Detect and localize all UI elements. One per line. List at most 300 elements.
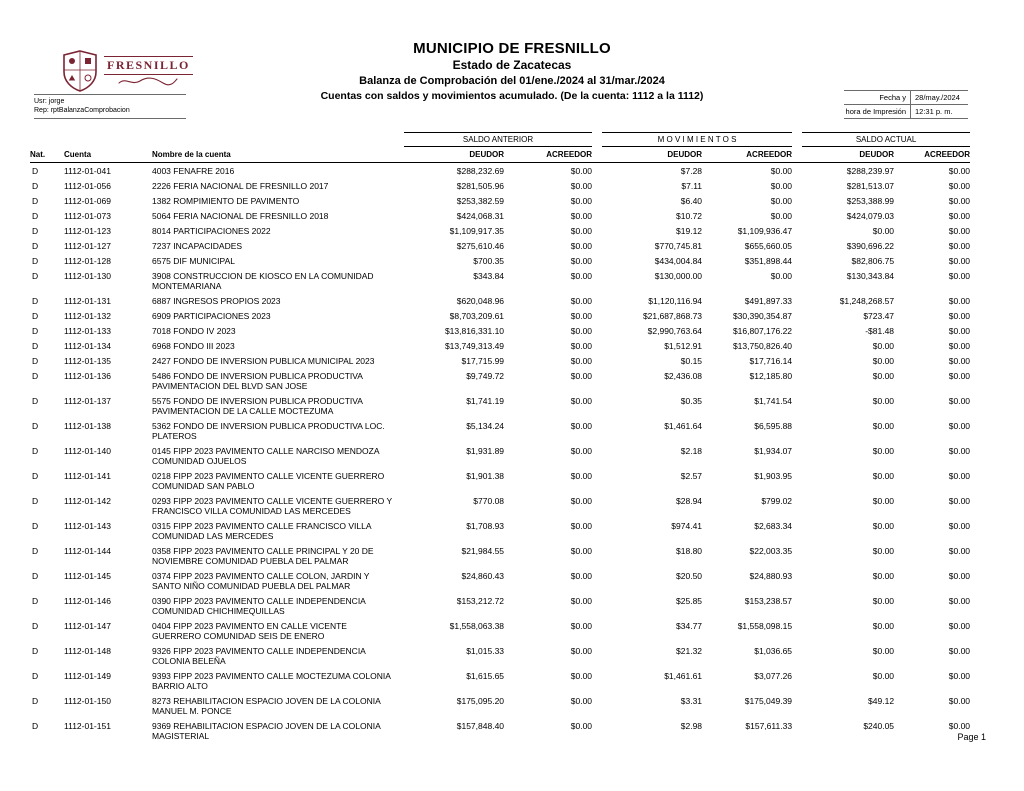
cell-saldo-anterior-deudor: $275,610.46 xyxy=(456,240,505,251)
cell-saldo-actual-deudor: $0.00 xyxy=(872,545,895,556)
cell-movimientos-acreedor: $799.02 xyxy=(761,495,793,506)
group-header-row xyxy=(30,133,970,147)
cell-movimientos-acreedor: $157,611.33 xyxy=(745,720,793,731)
cell-movimientos-deudor: $28.94 xyxy=(676,495,703,506)
cell-saldo-anterior-acreedor: $0.00 xyxy=(570,470,593,481)
cell-nombre: 6909 PARTICIPACIONES 2023 xyxy=(152,310,271,321)
report-scope: Cuentas con saldos y movimientos acumulado. (De la cuenta: 1112 a la 1112) xyxy=(320,90,704,102)
cell-saldo-actual-acreedor: $0.00 xyxy=(948,180,971,191)
table-row xyxy=(30,618,970,643)
cell-cuenta: 1112-01-073 xyxy=(64,210,111,221)
column-gap xyxy=(792,293,802,308)
cell-movimientos-acreedor: $13,750,826.40 xyxy=(732,340,793,351)
column-gap xyxy=(592,418,602,443)
cell-saldo-anterior-acreedor: $0.00 xyxy=(570,720,593,731)
column-gap xyxy=(792,718,802,743)
cell-saldo-anterior-acreedor: $0.00 xyxy=(570,520,593,531)
time-label: hora de Impresión xyxy=(845,107,906,116)
column-gap xyxy=(792,308,802,323)
cell-movimientos-acreedor: $351,898.44 xyxy=(744,255,793,266)
cell-cuenta: 1112-01-141 xyxy=(64,470,111,481)
column-gap xyxy=(792,418,802,443)
column-gap xyxy=(592,293,602,308)
cell-cuenta: 1112-01-138 xyxy=(64,420,111,431)
cell-saldo-anterior-deudor: $13,749,313.49 xyxy=(444,340,505,351)
table-row xyxy=(30,163,970,179)
cell-saldo-anterior-acreedor: $0.00 xyxy=(570,445,593,456)
cell-movimientos-acreedor: $24,880.93 xyxy=(749,570,793,581)
cell-nat: D xyxy=(32,270,39,281)
cell-saldo-actual-acreedor: $0.00 xyxy=(948,395,971,406)
cell-saldo-actual-deudor: $723.47 xyxy=(863,310,895,321)
table-row xyxy=(30,668,970,693)
cell-nombre: 6887 INGRESOS PROPIOS 2023 xyxy=(152,295,281,306)
column-gap xyxy=(792,568,802,593)
column-gap xyxy=(592,238,602,253)
column-gap xyxy=(592,468,602,493)
cell-saldo-actual-acreedor: $0.00 xyxy=(948,470,971,481)
table-row xyxy=(30,518,970,543)
column-gap xyxy=(592,178,602,193)
column-gap xyxy=(792,253,802,268)
cell-movimientos-deudor: $1,461.61 xyxy=(664,670,703,681)
cell-saldo-anterior-acreedor: $0.00 xyxy=(570,240,593,251)
col-movimientos-acreedor: ACREEDOR xyxy=(702,147,792,163)
column-gap xyxy=(592,518,602,543)
column-gap xyxy=(592,593,602,618)
table-row xyxy=(30,268,970,293)
cell-nat: D xyxy=(32,720,39,731)
cell-nat: D xyxy=(32,355,39,366)
table-row xyxy=(30,543,970,568)
column-gap xyxy=(592,693,602,718)
group-saldo-anterior: SALDO ANTERIOR xyxy=(404,133,592,147)
cell-nombre: 2226 FERIA NACIONAL DE FRESNILLO 2017 xyxy=(152,180,329,191)
cell-saldo-anterior-deudor: $1,901.38 xyxy=(466,470,505,481)
column-gap xyxy=(592,223,602,238)
report-id-label: Rep: rptBalanzaComprobacion xyxy=(34,107,130,114)
cell-saldo-actual-deudor: $0.00 xyxy=(872,370,895,381)
column-gap xyxy=(792,223,802,238)
cell-saldo-anterior-deudor: $1,109,917.35 xyxy=(449,225,505,236)
column-gap xyxy=(792,593,802,618)
table-row xyxy=(30,568,970,593)
cell-movimientos-acreedor: $3,077.26 xyxy=(754,670,793,681)
cell-saldo-actual-acreedor: $0.00 xyxy=(948,645,971,656)
cell-saldo-actual-deudor: $390,696.22 xyxy=(846,240,895,251)
cell-movimientos-acreedor: $1,903.95 xyxy=(754,470,793,481)
column-gap xyxy=(592,668,602,693)
cell-saldo-actual-deudor: $0.00 xyxy=(872,225,895,236)
cell-saldo-actual-deudor: $49.12 xyxy=(868,695,895,706)
cell-cuenta: 1112-01-056 xyxy=(64,180,111,191)
cell-nat: D xyxy=(32,495,39,506)
cell-movimientos-deudor: $21,687,868.73 xyxy=(642,310,703,321)
column-gap xyxy=(792,368,802,393)
user-label: Usr: jorge xyxy=(34,98,65,105)
group-saldo-actual: SALDO ACTUAL xyxy=(802,133,970,147)
cell-nat: D xyxy=(32,545,39,556)
column-gap xyxy=(792,643,802,668)
cell-saldo-actual-acreedor: $0.00 xyxy=(948,370,971,381)
cell-saldo-anterior-deudor: $1,708.93 xyxy=(466,520,505,531)
cell-saldo-actual-acreedor: $0.00 xyxy=(948,255,971,266)
state-subtitle: Estado de Zacatecas xyxy=(452,58,572,72)
cell-saldo-anterior-deudor: $8,703,209.61 xyxy=(449,310,505,321)
cell-saldo-anterior-acreedor: $0.00 xyxy=(570,495,593,506)
cell-movimientos-acreedor: $22,003.35 xyxy=(749,545,793,556)
cell-saldo-anterior-deudor: $1,931.89 xyxy=(466,445,505,456)
cell-movimientos-acreedor: $1,741.54 xyxy=(754,395,793,406)
cell-saldo-actual-acreedor: $0.00 xyxy=(948,545,971,556)
cell-saldo-anterior-acreedor: $0.00 xyxy=(570,370,593,381)
cell-saldo-actual-deudor: $0.00 xyxy=(872,620,895,631)
cell-nat: D xyxy=(32,595,39,606)
column-gap xyxy=(592,133,602,147)
cell-nat: D xyxy=(32,225,39,236)
cell-movimientos-acreedor: $30,390,354.87 xyxy=(732,310,793,321)
table-row xyxy=(30,238,970,253)
cell-saldo-actual-deudor: $0.00 xyxy=(872,570,895,581)
column-gap xyxy=(792,208,802,223)
cell-nombre: 7237 INCAPACIDADES xyxy=(152,240,243,251)
cell-movimientos-deudor: $2.18 xyxy=(680,445,703,456)
cell-movimientos-deudor: $20.50 xyxy=(676,570,703,581)
cell-nat: D xyxy=(32,520,39,531)
col-saldo-anterior-acreedor: ACREEDOR xyxy=(504,147,592,163)
cell-saldo-anterior-deudor: $343.84 xyxy=(473,270,505,281)
cell-movimientos-deudor: $2.57 xyxy=(680,470,703,481)
cell-nombre: 5362 FONDO DE INVERSION PUBLICA PRODUCTIVA LOC. PLATEROS xyxy=(152,420,385,441)
col-movimientos-deudor: DEUDOR xyxy=(602,147,702,163)
cell-saldo-actual-acreedor: $0.00 xyxy=(948,695,971,706)
cell-saldo-actual-deudor: $253,388.99 xyxy=(846,195,895,206)
column-gap xyxy=(592,253,602,268)
cell-saldo-anterior-acreedor: $0.00 xyxy=(570,695,593,706)
cell-cuenta: 1112-01-146 xyxy=(64,595,111,606)
report-header xyxy=(0,0,1024,132)
cell-saldo-anterior-acreedor: $0.00 xyxy=(570,325,593,336)
cell-movimientos-deudor: $10.72 xyxy=(676,210,703,221)
cell-movimientos-deudor: $770,745.81 xyxy=(654,240,703,251)
cell-nat: D xyxy=(32,445,39,456)
cell-cuenta: 1112-01-133 xyxy=(64,325,111,336)
cell-nombre: 7018 FONDO IV 2023 xyxy=(152,325,236,336)
cell-saldo-anterior-deudor: $21,984.55 xyxy=(461,545,505,556)
cell-nat: D xyxy=(32,470,39,481)
cell-saldo-actual-acreedor: $0.00 xyxy=(948,340,971,351)
column-gap xyxy=(592,443,602,468)
cell-movimientos-acreedor: $0.00 xyxy=(770,165,793,176)
cell-saldo-anterior-acreedor: $0.00 xyxy=(570,295,593,306)
table-row xyxy=(30,443,970,468)
cell-nat: D xyxy=(32,310,39,321)
cell-cuenta: 1112-01-135 xyxy=(64,355,111,366)
cell-saldo-anterior-acreedor: $0.00 xyxy=(570,670,593,681)
cell-nat: D xyxy=(32,340,39,351)
column-gap xyxy=(792,693,802,718)
cell-movimientos-deudor: $130,000.00 xyxy=(654,270,703,281)
cell-movimientos-acreedor: $12,185.80 xyxy=(749,370,793,381)
cell-nombre: 3908 CONSTRUCCION DE KIOSCO EN LA COMUNIDAD MONTEMARIANA xyxy=(152,270,374,291)
cell-nombre: 0293 FIPP 2023 PAVIMENTO CALLE VICENTE GUERRERO Y FRANCISCO VILLA COMUNIDAD LAS MERCEDES xyxy=(152,495,392,516)
cell-nat: D xyxy=(32,295,39,306)
cell-movimientos-acreedor: $491,897.33 xyxy=(744,295,793,306)
column-gap xyxy=(592,338,602,353)
cell-nat: D xyxy=(32,370,39,381)
cell-nat: D xyxy=(32,645,39,656)
date-label: Fecha y xyxy=(844,91,910,105)
column-gap xyxy=(792,323,802,338)
column-gap xyxy=(792,147,802,163)
time-value: 12:31 p. m. xyxy=(910,105,968,118)
table-row xyxy=(30,593,970,618)
cell-movimientos-deudor: $1,120,116.94 xyxy=(648,295,703,306)
cell-nat: D xyxy=(32,165,39,176)
cell-saldo-anterior-deudor: $770.08 xyxy=(473,495,505,506)
cell-saldo-actual-deudor: $0.00 xyxy=(872,355,895,366)
cell-saldo-actual-deudor: $0.00 xyxy=(872,420,895,431)
column-gap xyxy=(792,443,802,468)
cell-saldo-anterior-deudor: $17,715.99 xyxy=(461,355,505,366)
cell-movimientos-deudor: $19.12 xyxy=(676,225,703,236)
table-row xyxy=(30,393,970,418)
cell-saldo-actual-deudor: $1,248,268.57 xyxy=(839,295,895,306)
cell-saldo-actual-acreedor: $0.00 xyxy=(948,270,971,281)
cell-nombre: 8014 PARTICIPACIONES 2022 xyxy=(152,225,271,236)
cell-cuenta: 1112-01-123 xyxy=(64,225,111,236)
table-row xyxy=(30,178,970,193)
cell-cuenta: 1112-01-143 xyxy=(64,520,111,531)
cell-cuenta: 1112-01-142 xyxy=(64,495,111,506)
col-cuenta: Cuenta xyxy=(64,147,152,163)
cell-nombre: 0374 FIPP 2023 PAVIMENTO CALLE COLON, JARDIN Y SANTO NIÑO COMUNIDAD PUEBLA DEL PALMAR xyxy=(152,570,370,591)
cell-saldo-anterior-deudor: $253,382.59 xyxy=(456,195,505,206)
cell-saldo-anterior-acreedor: $0.00 xyxy=(570,165,593,176)
column-gap xyxy=(792,193,802,208)
cell-movimientos-acreedor: $16,807,176.22 xyxy=(732,325,793,336)
cell-cuenta: 1112-01-147 xyxy=(64,620,111,631)
cell-saldo-anterior-acreedor: $0.00 xyxy=(570,595,593,606)
cell-movimientos-deudor: $25.85 xyxy=(676,595,703,606)
cell-saldo-actual-deudor: $130,343.84 xyxy=(846,270,895,281)
cell-cuenta: 1112-01-144 xyxy=(64,545,111,556)
col-saldo-anterior-deudor: DEUDOR xyxy=(404,147,504,163)
table-row xyxy=(30,223,970,238)
cell-saldo-actual-deudor: $281,513.07 xyxy=(846,180,895,191)
col-nat: Nat. xyxy=(30,147,64,163)
column-gap xyxy=(592,163,602,179)
cell-saldo-actual-acreedor: $0.00 xyxy=(948,420,971,431)
cell-saldo-anterior-deudor: $620,048.96 xyxy=(456,295,505,306)
table-row xyxy=(30,718,970,743)
table-row xyxy=(30,468,970,493)
cell-saldo-actual-deudor: $0.00 xyxy=(872,395,895,406)
cell-saldo-actual-deudor: $0.00 xyxy=(872,645,895,656)
cell-nombre: 4003 FENAFRE 2016 xyxy=(152,165,235,176)
cell-saldo-actual-acreedor: $0.00 xyxy=(948,195,971,206)
column-gap xyxy=(592,147,602,163)
column-gap xyxy=(792,493,802,518)
column-gap xyxy=(792,543,802,568)
cell-nombre: 0390 FIPP 2023 PAVIMENTO CALLE INDEPENDENCIA COMUNIDAD CHICHIMEQUILLAS xyxy=(152,595,366,616)
table-row xyxy=(30,418,970,443)
cell-nombre: 0358 FIPP 2023 PAVIMENTO CALLE PRINCIPAL Y 20 DE NOVIEMBRE COMUNIDAD PUEBLA DEL PALMAR xyxy=(152,545,374,566)
cell-saldo-anterior-deudor: $1,015.33 xyxy=(466,645,505,656)
cell-saldo-anterior-deudor: $24,860.43 xyxy=(461,570,505,581)
cell-cuenta: 1112-01-041 xyxy=(64,165,111,176)
cell-movimientos-acreedor: $175,049.39 xyxy=(744,695,793,706)
cell-saldo-actual-acreedor: $0.00 xyxy=(948,355,971,366)
cell-movimientos-acreedor: $1,109,936.47 xyxy=(737,225,793,236)
cell-saldo-actual-acreedor: $0.00 xyxy=(948,520,971,531)
cell-movimientos-deudor: $2.98 xyxy=(680,720,703,731)
cell-nat: D xyxy=(32,395,39,406)
table-row xyxy=(30,693,970,718)
column-gap xyxy=(592,643,602,668)
cell-nombre: 5575 FONDO DE INVERSION PUBLICA PRODUCTIVA PAVIMENTACION DE LA CALLE MOCTEZUMA xyxy=(152,395,363,416)
column-gap xyxy=(592,368,602,393)
cell-nombre: 6575 DIF MUNICIPAL xyxy=(152,255,235,266)
cell-saldo-anterior-deudor: $5,134.24 xyxy=(466,420,505,431)
table-row xyxy=(30,253,970,268)
cell-saldo-anterior-acreedor: $0.00 xyxy=(570,255,593,266)
column-gap xyxy=(792,178,802,193)
cell-cuenta: 1112-01-140 xyxy=(64,445,111,456)
cell-saldo-anterior-acreedor: $0.00 xyxy=(570,395,593,406)
cell-saldo-actual-acreedor: $0.00 xyxy=(948,670,971,681)
cell-saldo-anterior-acreedor: $0.00 xyxy=(570,645,593,656)
cell-movimientos-acreedor: $1,934.07 xyxy=(754,445,793,456)
cell-nombre: 9393 FIPP 2023 PAVIMENTO CALLE MOCTEZUMA COLONIA BARRIO ALTO xyxy=(152,670,391,691)
cell-nat: D xyxy=(32,195,39,206)
column-gap xyxy=(792,133,802,147)
cell-saldo-actual-deudor: $0.00 xyxy=(872,340,895,351)
cell-movimientos-acreedor: $0.00 xyxy=(770,180,793,191)
cell-nat: D xyxy=(32,180,39,191)
cell-cuenta: 1112-01-132 xyxy=(64,310,111,321)
cell-movimientos-acreedor: $1,558,098.15 xyxy=(737,620,793,631)
cell-movimientos-deudor: $2,990,763.64 xyxy=(647,325,703,336)
cell-saldo-anterior-deudor: $1,558,063.38 xyxy=(449,620,505,631)
table-row xyxy=(30,293,970,308)
cell-saldo-actual-deudor: $82,806.75 xyxy=(851,255,895,266)
page-number: Page 1 xyxy=(957,732,986,742)
column-gap xyxy=(792,618,802,643)
table-row xyxy=(30,308,970,323)
column-gap xyxy=(592,208,602,223)
cell-saldo-anterior-deudor: $281,505.96 xyxy=(456,180,505,191)
cell-movimientos-deudor: $7.11 xyxy=(681,180,703,191)
table-row xyxy=(30,643,970,668)
cell-movimientos-acreedor: $17,716.14 xyxy=(749,355,793,366)
user-report-meta xyxy=(34,94,186,119)
cell-saldo-actual-acreedor: $0.00 xyxy=(948,310,971,321)
cell-saldo-actual-acreedor: $0.00 xyxy=(948,240,971,251)
cell-movimientos-acreedor: $1,036.65 xyxy=(754,645,793,656)
cell-saldo-actual-acreedor: $0.00 xyxy=(948,445,971,456)
cell-nombre: 8273 REHABILITACION ESPACIO JOVEN DE LA COLONIA MANUEL M. PONCE xyxy=(152,695,381,716)
cell-nombre: 6968 FONDO III 2023 xyxy=(152,340,235,351)
cell-movimientos-deudor: $0.15 xyxy=(680,355,703,366)
cell-saldo-actual-acreedor: $0.00 xyxy=(948,570,971,581)
column-gap xyxy=(592,268,602,293)
cell-cuenta: 1112-01-145 xyxy=(64,570,111,581)
table-row xyxy=(30,493,970,518)
cell-nat: D xyxy=(32,325,39,336)
cell-saldo-anterior-acreedor: $0.00 xyxy=(570,340,593,351)
cell-cuenta: 1112-01-148 xyxy=(64,645,111,656)
cell-saldo-actual-acreedor: $0.00 xyxy=(948,495,971,506)
cell-nat: D xyxy=(32,695,39,706)
cell-cuenta: 1112-01-151 xyxy=(64,720,111,731)
column-gap xyxy=(792,668,802,693)
column-gap xyxy=(592,618,602,643)
cell-saldo-actual-acreedor: $0.00 xyxy=(948,210,971,221)
cell-nombre: 9326 FIPP 2023 PAVIMENTO CALLE INDEPENDENCIA COLONIA BELEÑA xyxy=(152,645,366,666)
cell-cuenta: 1112-01-130 xyxy=(64,270,111,281)
cell-saldo-actual-deudor: $0.00 xyxy=(872,445,895,456)
cell-nat: D xyxy=(32,255,39,266)
cell-saldo-anterior-deudor: $424,068.31 xyxy=(456,210,505,221)
cell-saldo-actual-deudor: $0.00 xyxy=(872,670,895,681)
column-gap xyxy=(592,493,602,518)
trial-balance-table xyxy=(30,132,970,743)
column-gap xyxy=(592,393,602,418)
column-gap xyxy=(592,308,602,323)
cell-saldo-anterior-deudor: $153,212.72 xyxy=(456,595,505,606)
cell-saldo-actual-acreedor: $0.00 xyxy=(948,720,971,731)
cell-saldo-actual-acreedor: $0.00 xyxy=(948,595,971,606)
table-row xyxy=(30,353,970,368)
cell-saldo-actual-acreedor: $0.00 xyxy=(948,295,971,306)
page-title: MUNICIPIO DE FRESNILLO xyxy=(413,40,611,57)
cell-nat: D xyxy=(32,210,39,221)
cell-saldo-actual-deudor: $424,079.03 xyxy=(846,210,895,221)
cell-saldo-actual-acreedor: $0.00 xyxy=(948,225,971,236)
cell-nat: D xyxy=(32,240,39,251)
cell-saldo-anterior-deudor: $157,848.40 xyxy=(456,720,505,731)
cell-nat: D xyxy=(32,620,39,631)
cell-movimientos-acreedor: $6,595.88 xyxy=(754,420,793,431)
table-row xyxy=(30,338,970,353)
cell-saldo-anterior-deudor: $1,615.65 xyxy=(466,670,505,681)
column-gap xyxy=(592,543,602,568)
accounts-table-body xyxy=(30,163,970,744)
cell-saldo-actual-deudor: $288,239.97 xyxy=(846,165,895,176)
column-gap xyxy=(792,518,802,543)
col-saldo-actual-deudor: DEUDOR xyxy=(802,147,894,163)
column-gap xyxy=(792,338,802,353)
cell-movimientos-acreedor: $0.00 xyxy=(770,270,793,281)
cell-nombre: 5064 FERIA NACIONAL DE FRESNILLO 2018 xyxy=(152,210,329,221)
cell-nombre: 0404 FIPP 2023 PAVIMENTO EN CALLE VICENTE GUERRERO COMUNIDAD SEIS DE ENERO xyxy=(152,620,347,641)
column-gap xyxy=(592,568,602,593)
column-gap xyxy=(592,193,602,208)
cell-cuenta: 1112-01-127 xyxy=(64,240,111,251)
logo-wordmark: FRESNILLO xyxy=(104,56,193,75)
cell-movimientos-deudor: $6.40 xyxy=(680,195,703,206)
cell-movimientos-deudor: $974.41 xyxy=(671,520,703,531)
cell-saldo-anterior-acreedor: $0.00 xyxy=(570,225,593,236)
date-value: 28/may./2024 xyxy=(910,91,968,105)
cell-saldo-actual-acreedor: $0.00 xyxy=(948,165,971,176)
cell-nat: D xyxy=(32,420,39,431)
report-title: Balanza de Comprobación del 01/ene./2024 al 31/mar./2024 xyxy=(359,75,665,87)
cell-saldo-anterior-acreedor: $0.00 xyxy=(570,620,593,631)
column-gap xyxy=(792,163,802,179)
cell-saldo-anterior-acreedor: $0.00 xyxy=(570,570,593,581)
